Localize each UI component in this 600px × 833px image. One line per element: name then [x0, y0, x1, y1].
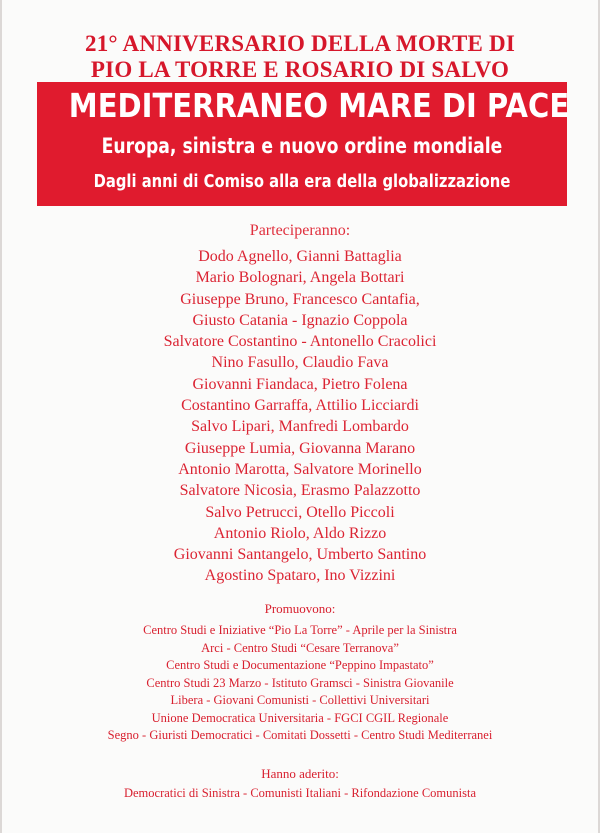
participant-line: Nino Fasullo, Claudio Fava: [211, 354, 389, 372]
event-subtitle: Europa, sinistra e nuovo ordine mondiale: [101, 134, 503, 158]
participant-line: Dodo Agnello, Gianni Battaglia: [198, 248, 402, 265]
promoter-line: Libera - Giovani Comunisti - Collettivi Universitari: [170, 693, 430, 707]
participant-line: Salvo Lipari, Manfredi Lombardo: [191, 418, 409, 436]
participant-line: Giuseppe Bruno, Francesco Cantafia,: [180, 290, 420, 308]
promoter-line: Centro Studi 23 Marzo - Istituto Gramsci - Sinistra Giovanile: [146, 675, 454, 690]
promoter-line: Unione Democratica Universitaria - FGCI CGIL Regionale: [151, 710, 449, 725]
participant-line: Antonio Riolo, Aldo Rizzo: [213, 524, 387, 542]
participants-heading: Parteciperanno:: [249, 222, 351, 239]
participant-line: Giovanni Fiandaca, Pietro Folena: [192, 375, 408, 393]
adhered-parties: Democratici di Sinistra - Comunisti Italiani - Rifondazione Comunista: [123, 786, 477, 800]
promoter-line: Arci - Centro Studi “Cesare Terranova”: [201, 640, 399, 655]
adhered-heading: Hanno aderito:: [261, 766, 339, 781]
anniversary-title-line-2: PIO LA TORRE E ROSARIO DI SALVO: [90, 57, 510, 82]
participant-line: Costantino Garraffa, Attilio Licciardi: [181, 397, 419, 415]
promoters-heading: Promuovono:: [264, 601, 336, 616]
promoter-line: Centro Studi e Documentazione “Peppino Impastato”: [166, 658, 434, 672]
participant-line: Agostino Spataro, Ino Vizzini: [204, 567, 396, 585]
promoters-list: [2, 622, 598, 745]
promoter-line: Centro Studi e Iniziative “Pio La Torre” - Aprile per la Sinistra: [143, 623, 457, 637]
participant-line: Giuseppe Lumia, Giovanna Marano: [184, 439, 416, 457]
anniversary-title-line-1: 21° ANNIVERSARIO DELLA MORTE DI: [85, 31, 515, 56]
title-banner: [37, 82, 570, 206]
participant-line: Giovanni Santangelo, Umberto Santino: [173, 546, 427, 564]
participant-line: Mario Bolognari, Angela Bottari: [195, 269, 405, 287]
event-subtitle-2: Dagli anni di Comiso alla era della globalizzazione: [93, 171, 511, 192]
participant-line: Giusto Catania - Ignazio Coppola: [192, 311, 408, 329]
participant-line: Salvo Petrucci, Otello Piccoli: [205, 503, 395, 521]
participants-list: [2, 246, 598, 587]
promoter-line: Segno - Giuristi Democratici - Comitati Dossetti - Centro Studi Mediterranei: [107, 728, 493, 742]
participant-line: Salvatore Costantino - Antonello Cracolici: [163, 333, 437, 351]
participant-line: Salvatore Nicosia, Erasmo Palazzotto: [179, 482, 421, 500]
participant-line: Antonio Marotta, Salvatore Morinello: [178, 460, 422, 478]
event-title: MEDITERRANEO MARE DI PACE: [68, 86, 570, 125]
